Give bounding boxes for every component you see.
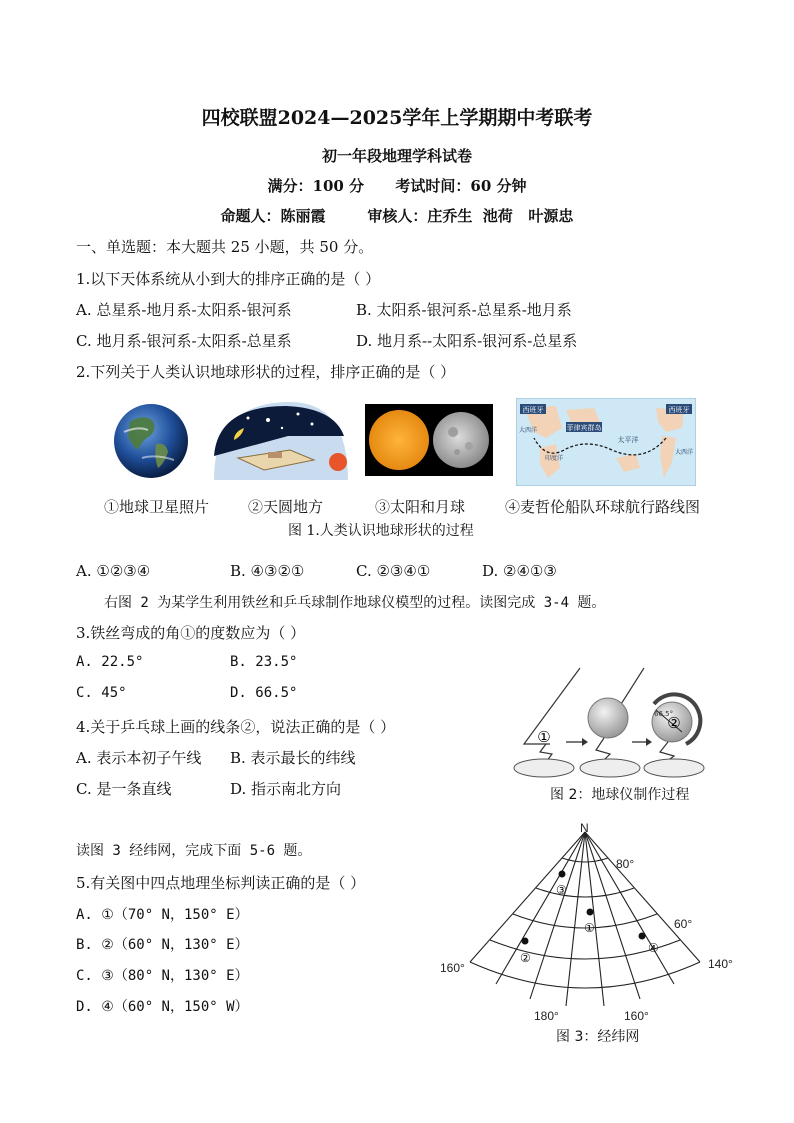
q4-stem: 4.关于乒乓球上画的线条②，说法正确的是（ ） bbox=[76, 718, 396, 736]
caption-4: ④麦哲伦船队环球航行路线图 bbox=[505, 498, 701, 516]
q4-option-c: C. 是一条直线 bbox=[76, 780, 172, 798]
q2-option-b: B. ④③②① bbox=[230, 562, 305, 580]
q2-option-a: A. ①②③④ bbox=[76, 562, 151, 580]
magellan-route-map bbox=[516, 398, 696, 486]
map-label-atlantic-left: 大西洋 bbox=[518, 428, 538, 434]
fig3-lon-left: 160° bbox=[440, 961, 465, 975]
map-label-atlantic-right: 大西洋 bbox=[674, 450, 694, 456]
sun-moon-drawing bbox=[365, 404, 493, 476]
caption-1: ①地球卫星照片 bbox=[104, 498, 210, 516]
graticule-figure bbox=[438, 822, 738, 1024]
caption-2: ②天圆地方 bbox=[248, 498, 324, 516]
fig3-lat-80: 80° bbox=[616, 857, 635, 871]
q2-option-d: D. ②④①③ bbox=[482, 562, 557, 580]
globe-making-figure bbox=[506, 664, 718, 782]
intro-q3-4: 右图 2 为某学生利用铁丝和乒乓球制作地球仪模型的过程。读图完成 3-4 题。 bbox=[104, 595, 606, 611]
q5-option-a: A. ①（70° N，150° E） bbox=[76, 907, 249, 923]
q3-option-a: A. 22.5° bbox=[76, 654, 144, 670]
map-label-spain-left: 西班牙 bbox=[522, 407, 544, 414]
map-label-philippines: 菲律宾群岛 bbox=[566, 425, 602, 432]
figure1-caption: 图 1.人类认识地球形状的过程 bbox=[288, 523, 474, 539]
q4-option-b: B. 表示最长的纬线 bbox=[230, 749, 356, 767]
q1-option-b: B. 太阳系-银河系-总星系-地月系 bbox=[356, 301, 572, 319]
q2-option-c: C. ②③④① bbox=[356, 562, 431, 580]
q1-option-c: C. 地月系-银河系-太阳系-总星系 bbox=[76, 332, 292, 350]
map-label-indian: 印度洋 bbox=[544, 456, 564, 462]
q1-option-a: A. 总星系-地月系-太阳系-银河系 bbox=[76, 301, 292, 319]
fig3-point-1: ① bbox=[584, 921, 595, 935]
score-time: 满分：100 分 考试时间：60 分钟 bbox=[267, 177, 527, 195]
section-heading: 一、单选题：本大题共 25 小题，共 50 分。 bbox=[76, 238, 374, 256]
q4-option-d: D. 指示南北方向 bbox=[230, 780, 342, 798]
fig3-lat-60: 60° bbox=[674, 917, 693, 931]
map-label-spain-right: 西班牙 bbox=[668, 407, 690, 414]
fig3-point-4: ④ bbox=[648, 941, 659, 955]
round-sky-square-earth-picture bbox=[208, 396, 352, 484]
q1-stem: 1.以下天体系统从小到大的排序正确的是（ ） bbox=[76, 270, 381, 288]
fig3-point-2: ② bbox=[520, 951, 531, 965]
intro-q5-6: 读图 3 经纬网，完成下面 5-6 题。 bbox=[76, 843, 312, 859]
q5-option-d: D. ④（60° N，150° W） bbox=[76, 999, 249, 1015]
q1-option-d: D. 地月系--太阳系-银河系-总星系 bbox=[356, 332, 578, 350]
fig3-lon-bottom-1: 180° bbox=[534, 1009, 559, 1023]
fig3-point-3: ③ bbox=[556, 883, 567, 897]
fig3-lon-right: 140° bbox=[708, 957, 733, 971]
earth-satellite-photo bbox=[112, 402, 190, 480]
q2-stem: 2.下列关于人类认识地球形状的过程，排序正确的是（ ） bbox=[76, 363, 456, 381]
q5-stem: 5.有关图中四点地理坐标判读正确的是（ ） bbox=[76, 874, 366, 892]
caption-3: ③太阳和月球 bbox=[375, 498, 466, 516]
fig2-mark-1: ① bbox=[537, 728, 551, 746]
fig3-north: N bbox=[580, 822, 589, 835]
figure3-caption: 图 3：经纬网 bbox=[556, 1029, 640, 1045]
q3-stem: 3.铁丝弯成的角①的度数应为（ ） bbox=[76, 624, 306, 642]
q4-option-a: A. 表示本初子午线 bbox=[76, 749, 202, 767]
map-label-pacific: 太平洋 bbox=[617, 437, 639, 444]
q3-option-b: B. 23.5° bbox=[230, 654, 298, 670]
fig2-mark-2: ② bbox=[667, 714, 681, 732]
authors: 命题人：陈丽霞 审核人：庄乔生 池荷 叶源忠 bbox=[220, 207, 574, 225]
q5-option-c: C. ③（80° N，130° E） bbox=[76, 968, 249, 984]
q3-option-d: D. 66.5° bbox=[230, 685, 298, 701]
exam-subtitle: 初一年段地理学科试卷 bbox=[321, 147, 472, 165]
fig2-angle: 66.5° bbox=[654, 710, 674, 718]
q3-option-c: C. 45° bbox=[76, 685, 127, 701]
q5-option-b: B. ②（60° N，130° E） bbox=[76, 937, 249, 953]
fig3-lon-bottom-2: 160° bbox=[624, 1009, 649, 1023]
figure2-caption: 图 2：地球仪制作过程 bbox=[550, 787, 690, 803]
exam-title: 四校联盟2024—2025学年上学期期中考联考 bbox=[201, 107, 593, 129]
